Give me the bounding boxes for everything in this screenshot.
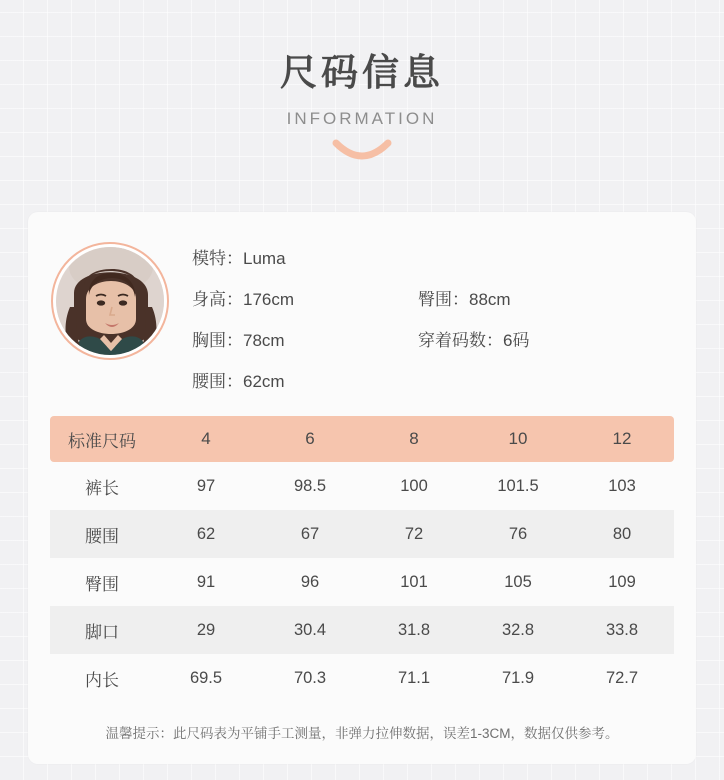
model-info-row	[192, 367, 696, 392]
table-cell: 105	[466, 558, 570, 606]
table-cell: 29	[154, 606, 258, 654]
table-row	[50, 654, 674, 702]
table-cell: 70.3	[258, 654, 362, 702]
model-info	[192, 238, 696, 392]
table-cell: 97	[154, 462, 258, 510]
model-info-row	[192, 285, 696, 310]
size-table-body	[50, 462, 674, 702]
size-card	[28, 212, 696, 764]
model-height: 身高：176cm	[192, 290, 295, 309]
table-cell: 71.9	[466, 654, 570, 702]
table-header-row	[50, 416, 674, 462]
table-cell: 32.8	[466, 606, 570, 654]
table-cell: 67	[258, 510, 362, 558]
size-table-head	[50, 416, 674, 462]
page-subtitle: INFORMATION	[286, 108, 438, 128]
row-label: 脚口	[50, 606, 154, 654]
table-cell: 98.5	[258, 462, 362, 510]
table-cell: 69.5	[154, 654, 258, 702]
size-table	[50, 416, 674, 702]
row-label: 裤长	[50, 462, 154, 510]
table-header-cell: 6	[258, 416, 362, 462]
table-cell: 101	[362, 558, 466, 606]
page-header	[0, 0, 724, 170]
table-row	[50, 510, 674, 558]
model-waist: 腰围：62cm	[192, 372, 285, 391]
page-title: 尺码信息	[280, 52, 444, 93]
table-header-cell: 标准尺码	[50, 416, 154, 462]
table-cell: 109	[570, 558, 674, 606]
table-cell: 31.8	[362, 606, 466, 654]
table-header-cell: 12	[570, 416, 674, 462]
table-cell: 62	[154, 510, 258, 558]
table-cell: 101.5	[466, 462, 570, 510]
table-cell: 100	[362, 462, 466, 510]
model-info-row	[192, 326, 696, 351]
table-cell: 30.4	[258, 606, 362, 654]
table-cell: 80	[570, 510, 674, 558]
smile-divider-icon	[332, 139, 392, 165]
model-name: 模特：Luma	[192, 249, 286, 268]
model-hip: 臀围：88cm	[418, 290, 511, 309]
table-row	[50, 606, 674, 654]
size-note: 温馨提示：此尺码表为平铺手工测量，非弹力拉伸数据，误差1-3CM，数据仅供参考。	[105, 726, 619, 741]
row-label: 内长	[50, 654, 154, 702]
table-cell: 76	[466, 510, 570, 558]
model-portrait-icon	[56, 247, 164, 355]
table-cell: 91	[154, 558, 258, 606]
model-info-row	[192, 244, 696, 269]
table-header-cell: 4	[154, 416, 258, 462]
model-size-worn: 穿着码数：6码	[418, 331, 530, 350]
table-header-cell: 8	[362, 416, 466, 462]
table-cell: 103	[570, 462, 674, 510]
table-header-cell: 10	[466, 416, 570, 462]
table-cell: 72	[362, 510, 466, 558]
table-cell: 96	[258, 558, 362, 606]
table-cell: 71.1	[362, 654, 466, 702]
model-block	[28, 212, 696, 416]
table-row	[50, 462, 674, 510]
row-label: 臀围	[50, 558, 154, 606]
avatar-image	[56, 247, 164, 355]
model-bust: 胸围：78cm	[192, 331, 285, 350]
table-cell: 72.7	[570, 654, 674, 702]
row-label: 腰围	[50, 510, 154, 558]
table-cell: 33.8	[570, 606, 674, 654]
avatar	[51, 242, 169, 360]
avatar-wrap	[28, 238, 192, 360]
table-row	[50, 558, 674, 606]
